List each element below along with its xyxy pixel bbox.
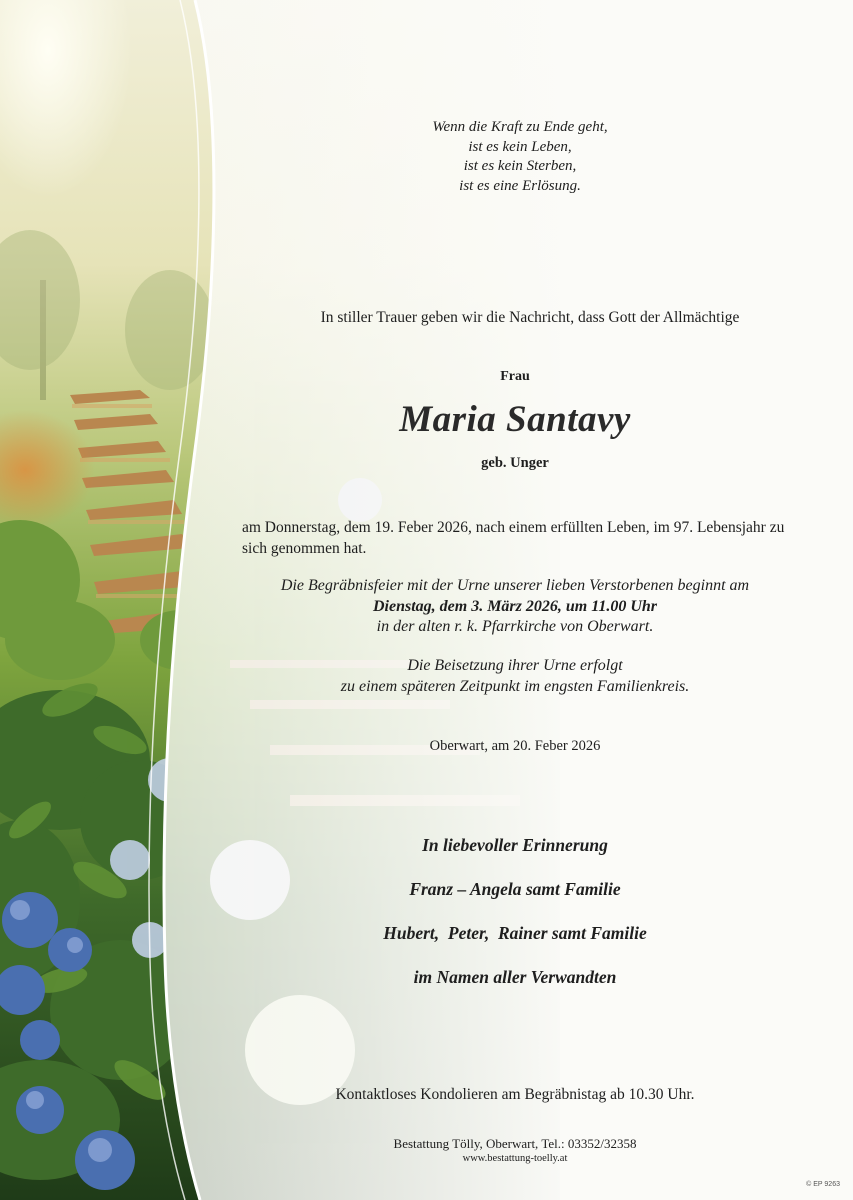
mourner-line: im Namen aller Verwandten bbox=[413, 967, 617, 987]
death-notice: am Donnerstag, dem 19. Feber 2026, nach einem erfüllten Leben, im 97. Lebensjahr zu sich genommen hat. bbox=[242, 519, 785, 557]
mourner-line: In liebevoller Erinnerung bbox=[422, 835, 608, 855]
deceased-birth-name: geb. Unger bbox=[481, 455, 549, 471]
funeral-intro: Die Begräbnisfeier mit der Urne unserer lieben Verstorbenen beginnt am bbox=[280, 577, 750, 594]
condolence-note: Kontaktloses Kondolieren am Begräbnistag ab 10.30 Uhr. bbox=[335, 1086, 695, 1103]
funeral-location: in der alten r. k. Pfarrkirche von Oberwart. bbox=[376, 618, 654, 635]
burial-info bbox=[235, 656, 795, 697]
funeral-info bbox=[235, 576, 795, 638]
place-date: Oberwart, am 20. Feber 2026 bbox=[429, 738, 601, 754]
burial-line: Die Beisetzung ihrer Urne erfolgt bbox=[407, 657, 623, 674]
funeral-date-time: Dienstag, dem 3. März 2026, um 11.00 Uhr bbox=[372, 597, 658, 615]
print-code: © EP 9263 bbox=[806, 1181, 840, 1188]
deceased-name: Maria Santavy bbox=[399, 399, 631, 440]
poem-line: ist es kein Sterben, bbox=[463, 158, 577, 174]
burial-line: zu einem späteren Zeitpunkt im engsten Familienkreis. bbox=[340, 677, 690, 695]
poem-line: Wenn die Kraft zu Ende geht, bbox=[432, 119, 608, 135]
memorial-poem bbox=[340, 118, 700, 196]
poem-line: ist es eine Erlösung. bbox=[459, 177, 581, 194]
undertaker-website[interactable]: www.bestattung-toelly.at bbox=[462, 1153, 568, 1164]
mourner-line: Hubert, Peter, Rainer samt Familie bbox=[383, 923, 647, 943]
poem-line: ist es kein Leben, bbox=[468, 138, 572, 155]
mourner-line: Franz – Angela samt Familie bbox=[409, 879, 621, 899]
undertaker-info: Bestattung Tölly, Oberwart, Tel.: 03352/32358 bbox=[393, 1136, 637, 1151]
intro-text: In stiller Trauer geben wir die Nachricht, dass Gott der Allmächtige bbox=[320, 309, 740, 326]
deceased-title: Frau bbox=[500, 369, 530, 384]
